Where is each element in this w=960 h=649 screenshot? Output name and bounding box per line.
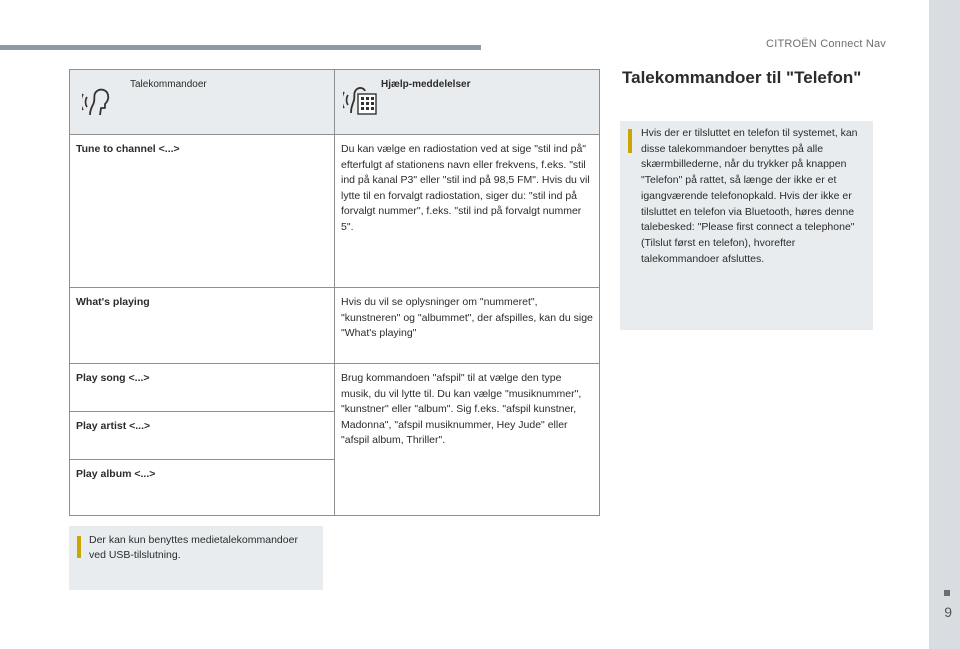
phone-note	[620, 121, 873, 330]
table-row	[70, 288, 600, 364]
usb-note	[69, 526, 323, 590]
info-marker-icon	[77, 536, 81, 558]
header-help-label: Hjælp-meddelelser	[381, 79, 471, 90]
header-commands-label: Talekommandoer	[130, 79, 207, 90]
header-rule	[0, 45, 481, 50]
command-cell: What's playing	[70, 288, 335, 364]
brand-label: CITROËN Connect Nav	[766, 38, 886, 50]
command-cell: Play album <...>	[70, 460, 335, 516]
help-cell: Brug kommandoen "afspil" til at vælge den type musik, du vil lytte til. Du kan vælge "musiknummer", "kunstner" eller "album". Sig f.eks. "afspil kunstner, Madonna", "afspil musiknummer, Hey Jude" eller "afspil album, Thriller".	[335, 364, 600, 516]
table-header-row	[70, 70, 600, 135]
table-header-commands	[70, 70, 335, 135]
phone-note-text: Hvis der er tilsluttet en telefon til systemet, kan disse talekommandoer benyttes på alle skærmbillederne, når du trykker på knappen "Telefon" på rattet, så længe der ikke er et igangværende telefonopkald. Hvis der ikke er tilsluttet en telefon via Bluetooth, høres denne talebesked: "Please first connect a telephone" (Tilslut først en telefon), hvorefter talekommandoer afsluttes.	[641, 127, 858, 265]
command-cell: Play artist <...>	[70, 412, 335, 460]
section-title: Talekommandoer til "Telefon"	[622, 68, 862, 87]
command-cell: Tune to channel <...>	[70, 135, 335, 288]
voice-command-icon	[82, 86, 116, 116]
page-side-strip	[929, 0, 960, 649]
page-marker	[944, 590, 950, 596]
page-number: 9	[944, 604, 952, 620]
command-cell: Play song <...>	[70, 364, 335, 412]
table-row	[70, 364, 600, 412]
help-cell: Hvis du vil se oplysninger om "nummeret", "kunstneren" og "albummet", der afspilles, kan du sige "What's playing"	[335, 288, 600, 364]
voice-keypad-icon	[343, 82, 377, 116]
table-header-help	[335, 70, 600, 135]
table-row	[70, 135, 600, 288]
voice-command-table	[69, 69, 600, 516]
info-marker-icon	[628, 129, 632, 153]
help-cell: Du kan vælge en radiostation ved at sige "stil ind på" efterfulgt af stationens navn eller frekvens, f.eks. "stil ind på kanal P3" eller "stil ind på 98,5 FM". Hvis du vil lytte til en forvalgt radiostation, siger du: "stil ind på forvalgt nummer", f.eks. "stil ind på forvalgt nummer 5".	[335, 135, 600, 288]
usb-note-text: Der kan kun benyttes medietalekommandoer ved USB-tilslutning.	[89, 534, 298, 561]
